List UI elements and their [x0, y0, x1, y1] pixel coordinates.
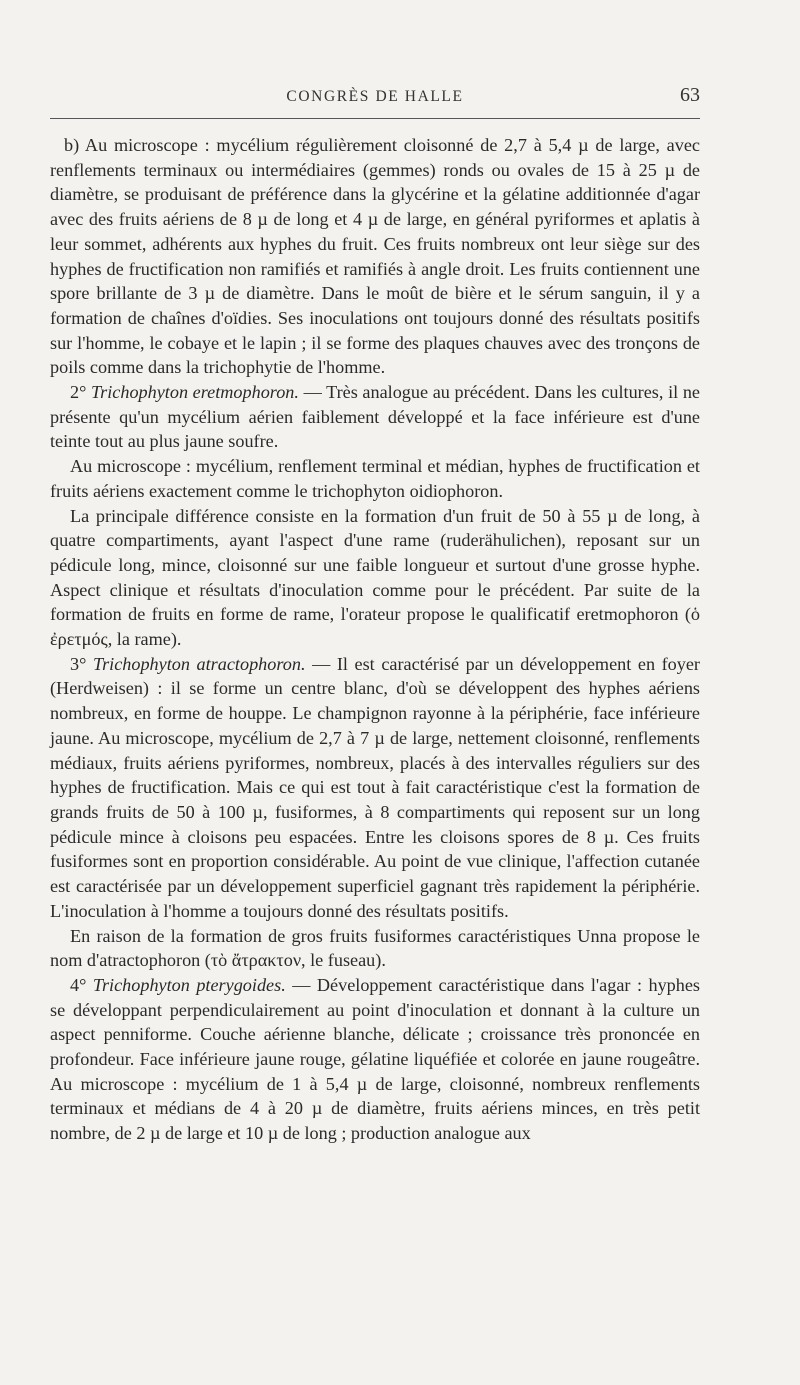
body-text [50, 133, 700, 1146]
paragraph-text: — Très analogue au précédent. Dans les cultures, il ne présente qu'un mycélium aérien faiblement développé et la face inférieure est d'une teinte tout au plus jaune soufre. [50, 382, 700, 452]
paragraph-text: — Développement caractéristique dans l'agar : hyphes se développant perpendiculairement au point d'inoculation et donnant à la culture un aspect penniforme. Couche aérienne blanche, délicate ; croissance très prononcée en profondeur. Face inférieure jaune rouge, gélatine liquéfiée et colorée en jaune rougeâtre. Au microscope : mycélium de 1 à 5,4 µ de large, cloisonné, nombreux renflements terminaux et médians de 4 à 20 µ de diamètre, fruits aériens minces, en très petit nombre, de 2 µ de large et 10 µ de long ; production analogue aux [50, 974, 701, 1144]
paragraph-text: — Il est caractérisé par un développement en foyer (Herdweisen) : il se forme un centre blanc, d'où se développent des hyphes aériens nombreux, en forme de houppe. Le champignon rayonne à la périphérie, face inférieure jaune. Au microscope, mycélium de 2,7 à 7 µ de large, nettement cloisonné, renflements médiaux, fruits aériens pyriformes, nombreux, placés à des intervalles réguliers sur des hyphes de fructification. Mais ce qui est tout à fait caractéristique c'est la formation de grands fruits de 50 à 100 µ, fusiformes, à 8 compartiments qui reposent sur un long pédicule mince à cloisons peu espacées. Entre les cloisons spores de 8 µ. Ces fruits fusiformes sont en proportion considérable. Au point de vue clinique, l'affection cutanée est caractérisée par un développement superficiel gagnant très rapidement la périphérie. L'inoculation à l'homme a toujours donné des résultats positifs. [50, 653, 700, 921]
paragraph-number: 2° [70, 382, 92, 403]
paragraph-eretmophoron-microscope [50, 454, 700, 503]
paragraph-pterygoides [50, 973, 700, 1146]
paragraph-atractophoron-name [50, 924, 700, 973]
paragraph-text: Au microscope : mycélium, renflement terminal et médian, hyphes de fructification et fruits aériens exactement comme le trichophyton oidiophoron. [50, 456, 700, 501]
page [50, 70, 700, 1370]
header-rule [50, 118, 700, 119]
species-name: Trichophyton pterygoides. [92, 974, 286, 995]
paragraph-text: En raison de la formation de gros fruits fusiformes caractéristiques Unna propose le nom d'atractophoron (τὸ ἄτρακτον, le fuseau). [50, 925, 700, 971]
paragraph-number: 4° [70, 974, 93, 995]
paragraph-text: La principale différence consiste en la formation d'un fruit de 50 à 55 µ de long, à quatre compartiments, ayant l'aspect d'une rame (ruderähulichen), reposant sur un pédicule long, mince, cloisonné sur une faible longueur et surtout d'une grosse hyphe. Aspect clinique et résultats d'inoculation comme pour le précédent. Par suite de la formation de fruits en forme de rame, l'orateur propose le qualificatif eretmophoron (ὁ ἐρετμός, la rame). [50, 505, 700, 650]
paragraph-eretmophoron-difference [50, 504, 700, 652]
species-name: Trichophyton eretmophoron. [91, 382, 299, 403]
paragraph-number: 3° [70, 653, 93, 674]
paragraph-text: b) Au microscope : mycélium régulièrement cloisonné de 2,7 à 5,4 µ de large, avec renflements terminaux ou intermédiaires (gemmes) ronds ou ovales de 15 à 25 µ de diamètre, se produisant de préférence dans la glycérine et la gélatine additionnée d'agar avec des fruits aériens de 8 µ de long et 4 µ de large, en général pyriformes et aplatis à leur sommet, adhérents aux hyphes du fruit. Ces fruits nombreux ont leur siège sur des hyphes de fructification non ramifiés et ramifiés à angle droit. Les fruits contiennent une spore brillante de 3 µ de diamètre. Dans le moût de bière et le sérum sanguin, il y a formation de chaînes d'oïdies. Ses inoculations ont toujours donné des résultats positifs sur l'homme, le cobaye et le lapin ; il se forme des plaques chauves avec des tronçons de poils comme dans la trichophytie de l'homme. [50, 135, 700, 378]
species-name: Trichophyton atractophoron. [92, 653, 306, 674]
running-head: CONGRÈS DE HALLE [286, 88, 464, 105]
page-header [50, 70, 700, 110]
paragraph-eretmophoron [50, 380, 700, 454]
paragraph-atractophoron [50, 652, 700, 924]
page-number: 63 [680, 84, 700, 106]
paragraph-microscope-b [50, 133, 700, 380]
